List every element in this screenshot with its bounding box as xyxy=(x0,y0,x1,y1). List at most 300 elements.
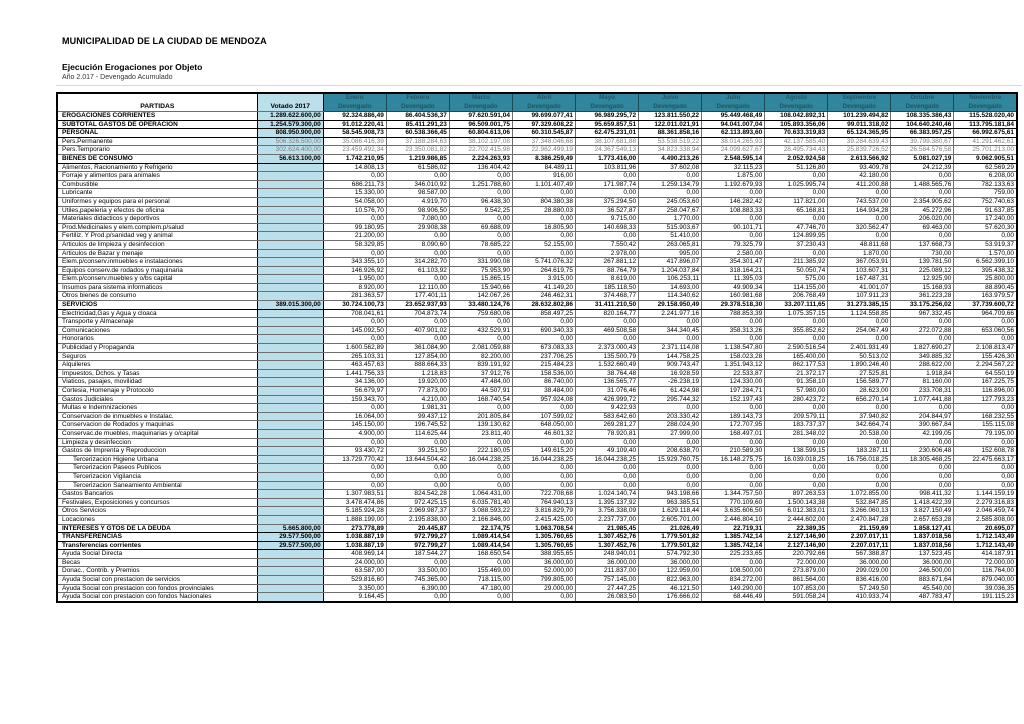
value-cell: 532.847,85 xyxy=(828,498,891,507)
value-cell: 267.881,12 xyxy=(576,258,639,267)
value-cell: 2.046.459,74 xyxy=(954,507,1017,516)
value-cell: 708.041,61 xyxy=(323,309,386,318)
value-cell: 0,00 xyxy=(449,472,512,481)
value-cell: 1.259.134,79 xyxy=(639,180,702,189)
value-cell: 1.024.140,74 xyxy=(576,490,639,499)
row-label: Comunicaciones xyxy=(57,326,257,335)
value-cell: 648.050,00 xyxy=(512,421,575,430)
value-cell: 81.160,00 xyxy=(891,378,954,387)
value-cell: 168.232,55 xyxy=(954,412,1017,421)
value-cell: 375.294,50 xyxy=(576,197,639,206)
value-cell: 48.811,68 xyxy=(828,240,891,249)
value-cell: 86.740,00 xyxy=(512,378,575,387)
value-cell: 0,00 xyxy=(386,172,449,181)
report-subtitle: Año 2.017 - Devengado Acumulado xyxy=(62,74,173,81)
row-label: Tercerizacion Paseos Publicos xyxy=(57,464,257,473)
value-cell: 15.865,15 xyxy=(449,275,512,284)
value-cell: 0,00 xyxy=(702,438,765,447)
row-label: Honorarios xyxy=(57,335,257,344)
value-cell: 0,00 xyxy=(512,593,575,602)
table-row xyxy=(57,154,1017,163)
value-cell: 63.587,00 xyxy=(323,567,386,576)
row-label: PERSONAL xyxy=(57,129,257,138)
votado-cell xyxy=(257,447,323,456)
value-cell: 36.000,00 xyxy=(828,558,891,567)
row-label: Conservac.de muebles, maquinarias y o/capital xyxy=(57,429,257,438)
value-cell: 8.920,00 xyxy=(323,283,386,292)
votado-cell xyxy=(257,498,323,507)
value-cell: 2.978,00 xyxy=(576,249,639,258)
value-cell: 342.664,74 xyxy=(828,421,891,430)
value-cell: 9.542,25 xyxy=(449,206,512,215)
column-header-month: Octubre Devengado xyxy=(891,93,954,112)
value-cell: 88.890,45 xyxy=(954,283,1017,292)
value-cell: 99.437,12 xyxy=(386,412,449,421)
votado-cell xyxy=(257,421,323,430)
value-cell: 1.837.018,56 xyxy=(891,533,954,542)
row-label: Utiles,papeleria y efectos de oficina xyxy=(57,206,257,215)
value-cell: 0,00 xyxy=(765,464,828,473)
row-label: BIENES DE CONSUMO xyxy=(57,154,257,163)
value-cell: 1.344.757,50 xyxy=(702,490,765,499)
value-cell: 972.799,27 xyxy=(386,533,449,542)
value-cell: 388.955,65 xyxy=(512,550,575,559)
value-cell: 0,00 xyxy=(386,558,449,567)
value-cell: 61.103,92 xyxy=(386,266,449,275)
table-row xyxy=(57,576,1017,585)
value-cell: 1.890.246,40 xyxy=(828,361,891,370)
votado-cell xyxy=(257,387,323,396)
value-cell: 187.544,27 xyxy=(386,550,449,559)
value-cell: 16.805,90 xyxy=(512,223,575,232)
value-cell: 34.136,00 xyxy=(323,378,386,387)
value-cell: 0,00 xyxy=(576,481,639,490)
row-label: SUBTOTAL GASTOS DE OPERACION xyxy=(57,120,257,129)
value-cell: 16.756.018,25 xyxy=(828,455,891,464)
value-cell: 2.207.017,11 xyxy=(828,541,891,550)
value-cell: 0,00 xyxy=(828,215,891,224)
value-cell: 39.251,50 xyxy=(386,447,449,456)
value-cell: 1.075.357,15 xyxy=(765,309,828,318)
value-cell: 0,00 xyxy=(765,189,828,198)
value-cell: 117.821,00 xyxy=(765,197,828,206)
value-cell: 37.739.600,72 xyxy=(954,301,1017,310)
value-cell: 4.490.213,26 xyxy=(639,154,702,163)
table-row xyxy=(57,404,1017,413)
table-row xyxy=(57,163,1017,172)
value-cell: 0,00 xyxy=(323,481,386,490)
value-cell: 0,00 xyxy=(891,464,954,473)
votado-cell xyxy=(257,515,323,524)
value-cell: 0,00 xyxy=(765,215,828,224)
value-cell: 37.602,08 xyxy=(639,163,702,172)
value-cell: 37.230,43 xyxy=(765,240,828,249)
value-cell: 185.118,50 xyxy=(576,283,639,292)
value-cell: 2.969.987,37 xyxy=(386,507,449,516)
value-cell: 0,00 xyxy=(386,249,449,258)
value-cell: 407.901,02 xyxy=(386,326,449,335)
value-cell: 135.500,79 xyxy=(576,352,639,361)
value-cell: 1.488.565,76 xyxy=(891,180,954,189)
votado-cell xyxy=(257,576,323,585)
table-row xyxy=(57,137,1017,146)
value-cell: 0,00 xyxy=(702,558,765,567)
organization-title: MUNICIPALIDAD DE LA CIUDAD DE MENDOZA xyxy=(62,36,267,46)
value-cell: 53.538.519,22 xyxy=(639,137,702,146)
value-cell: 183.287,11 xyxy=(828,447,891,456)
value-cell: 108.883,33 xyxy=(702,206,765,215)
value-cell: 417.896,07 xyxy=(639,258,702,267)
value-cell: 3.915,00 xyxy=(512,275,575,284)
votado-cell xyxy=(257,197,323,206)
value-cell: 432.529,91 xyxy=(449,326,512,335)
value-cell: 105.893.356,06 xyxy=(765,120,828,129)
value-cell: 165.400,00 xyxy=(765,352,828,361)
value-cell: 0,00 xyxy=(512,404,575,413)
value-cell: 820.164,77 xyxy=(576,309,639,318)
votado-cell xyxy=(257,584,323,593)
value-cell: 0,00 xyxy=(323,404,386,413)
votado-cell xyxy=(257,189,323,198)
value-cell: 2.166.846,00 xyxy=(449,515,512,524)
value-cell: 0,00 xyxy=(765,335,828,344)
value-cell: 65.168,81 xyxy=(765,206,828,215)
value-cell: 888.664,33 xyxy=(386,361,449,370)
table-row xyxy=(57,429,1017,438)
value-cell: 72.000,00 xyxy=(954,558,1017,567)
value-cell: 858.497,25 xyxy=(512,309,575,318)
value-cell: 2.279.316,83 xyxy=(954,498,1017,507)
value-cell: 28.880,03 xyxy=(512,206,575,215)
table-row xyxy=(57,120,1017,129)
value-cell: 2.127.146,90 xyxy=(765,533,828,542)
table-row xyxy=(57,206,1017,215)
value-cell: 107.911,23 xyxy=(828,292,891,301)
votado-cell: 506.326.500,00 xyxy=(257,137,323,146)
column-header-month: Septiembre Devengado xyxy=(828,93,891,112)
value-cell: 0,00 xyxy=(449,215,512,224)
value-cell: 201.805,84 xyxy=(449,412,512,421)
table-row xyxy=(57,189,1017,198)
table-row xyxy=(57,283,1017,292)
value-cell: 2.470.847,28 xyxy=(828,515,891,524)
value-cell: 0,00 xyxy=(828,335,891,344)
votado-cell xyxy=(257,172,323,181)
row-label: Articulos de Bazar y menaje xyxy=(57,249,257,258)
value-cell: 246.462,31 xyxy=(512,292,575,301)
value-cell: 0,00 xyxy=(828,481,891,490)
value-cell: 168.497,01 xyxy=(702,429,765,438)
value-cell: 114.625,44 xyxy=(386,429,449,438)
table-row xyxy=(57,412,1017,421)
value-cell: 115.528.020,40 xyxy=(954,112,1017,121)
value-cell: 57.249,50 xyxy=(828,584,891,593)
value-cell: 93.430,72 xyxy=(323,447,386,456)
value-cell: 142.067,26 xyxy=(449,292,512,301)
value-cell: 0,00 xyxy=(702,404,765,413)
value-cell: 88.764,79 xyxy=(576,266,639,275)
row-label: Forraje y alimentos para animales xyxy=(57,172,257,181)
value-cell: 90.101,71 xyxy=(702,223,765,232)
value-cell: 2.605.701,00 xyxy=(639,515,702,524)
value-cell: 0,00 xyxy=(765,172,828,181)
value-cell: 280.423,72 xyxy=(765,395,828,404)
value-cell: 75.953,90 xyxy=(449,266,512,275)
value-cell: 0,00 xyxy=(576,438,639,447)
value-cell: 0,00 xyxy=(954,438,1017,447)
value-cell: 1.251.788,60 xyxy=(449,180,512,189)
value-cell: 60.804.613,06 xyxy=(449,129,512,138)
value-cell: 0,00 xyxy=(639,404,702,413)
value-cell: 37.188.284,63 xyxy=(386,137,449,146)
row-label: INTERESES Y GTOS DE LA DEUDA xyxy=(57,524,257,533)
row-label: Materiales didacticos y deportivos xyxy=(57,215,257,224)
value-cell: 390.667,84 xyxy=(891,421,954,430)
value-cell: 97.620.591,04 xyxy=(449,112,512,121)
value-cell: 58.545.908,73 xyxy=(323,129,386,138)
value-cell: 1.888.199,00 xyxy=(323,515,386,524)
value-cell: 1.138.547,80 xyxy=(702,344,765,353)
value-cell: 1.038.887,19 xyxy=(323,541,386,550)
value-cell: 0,00 xyxy=(702,215,765,224)
value-cell: 272.072,88 xyxy=(891,326,954,335)
value-cell: 0,00 xyxy=(891,404,954,413)
value-cell: 0,00 xyxy=(449,172,512,181)
value-cell: 210.589,30 xyxy=(702,447,765,456)
value-cell: 804.380,38 xyxy=(512,197,575,206)
table-row xyxy=(57,464,1017,473)
row-label: Cortesia, Homenaje y Protocolo xyxy=(57,387,257,396)
value-cell: 146.926,92 xyxy=(323,266,386,275)
value-cell: 0,00 xyxy=(639,189,702,198)
table-row xyxy=(57,129,1017,138)
column-header-votado: Votado 2017 xyxy=(257,93,323,112)
value-cell: 45.540,00 xyxy=(891,584,954,593)
value-cell: 0,00 xyxy=(828,404,891,413)
value-cell: 96.509.001,75 xyxy=(449,120,512,129)
value-cell: 0,00 xyxy=(323,464,386,473)
votado-cell xyxy=(257,455,323,464)
votado-cell xyxy=(257,404,323,413)
row-label: Impuestos, Dchos. y Tasas xyxy=(57,369,257,378)
value-cell: 799.805,00 xyxy=(512,576,575,585)
row-label: Fertiliz. Y Prod.p/sanidad veg y animal xyxy=(57,232,257,241)
value-cell: 149.615,20 xyxy=(512,447,575,456)
value-cell: 171.987,74 xyxy=(576,180,639,189)
table-row xyxy=(57,249,1017,258)
value-cell: 0,00 xyxy=(449,404,512,413)
value-cell: 0,00 xyxy=(576,172,639,181)
value-cell: 759,00 xyxy=(954,189,1017,198)
value-cell: 1.307.983,51 xyxy=(323,490,386,499)
value-cell: 41.291.462,61 xyxy=(954,137,1017,146)
value-cell: 3.635.606,50 xyxy=(702,507,765,516)
value-cell: 0,00 xyxy=(323,438,386,447)
value-cell: 47.484,00 xyxy=(449,378,512,387)
value-cell: 2.224.263,93 xyxy=(449,154,512,163)
value-cell: 50.050,74 xyxy=(765,266,828,275)
value-cell: 1.875,00 xyxy=(702,172,765,181)
row-label: Prod.Medicinales y elem.complem.p/salud xyxy=(57,223,257,232)
value-cell: 155.115,08 xyxy=(954,421,1017,430)
value-cell: 122.011.021,91 xyxy=(639,120,702,129)
value-cell: 0,00 xyxy=(576,335,639,344)
value-cell: 222.180,05 xyxy=(449,447,512,456)
value-cell: 1.395.137,92 xyxy=(576,498,639,507)
value-cell: 0,00 xyxy=(512,438,575,447)
table-row xyxy=(57,180,1017,189)
value-cell: 18.305.468,25 xyxy=(891,455,954,464)
value-cell: 172.707,95 xyxy=(702,421,765,430)
value-cell: 145.092,50 xyxy=(323,326,386,335)
value-cell: 0,00 xyxy=(449,481,512,490)
value-cell: 79.195,00 xyxy=(954,429,1017,438)
value-cell: 29.378.518,30 xyxy=(702,301,765,310)
value-cell: 1.441.756,33 xyxy=(323,369,386,378)
value-cell: 0,00 xyxy=(639,481,702,490)
value-cell: 85.411.291,23 xyxy=(386,120,449,129)
value-cell: 22.389,35 xyxy=(765,524,828,533)
table-row xyxy=(57,395,1017,404)
value-cell: 1.779.501,82 xyxy=(639,533,702,542)
value-cell: 0,00 xyxy=(386,464,449,473)
value-cell: 0,00 xyxy=(954,472,1017,481)
value-cell: 1.307.452,76 xyxy=(576,541,639,550)
value-cell: 49.909,34 xyxy=(702,283,765,292)
value-cell: 209.579,11 xyxy=(765,412,828,421)
value-cell: 0,00 xyxy=(702,232,765,241)
value-cell: 0,00 xyxy=(954,318,1017,327)
value-cell: 909.743,47 xyxy=(639,361,702,370)
value-cell: 51.126,80 xyxy=(765,163,828,172)
votado-cell xyxy=(257,249,323,258)
value-cell: 69.463,00 xyxy=(891,223,954,232)
value-cell: 1.072.855,00 xyxy=(828,490,891,499)
value-cell: 0,00 xyxy=(323,215,386,224)
table-row xyxy=(57,447,1017,456)
value-cell: 57.620,30 xyxy=(954,223,1017,232)
value-cell: 4.919,70 xyxy=(386,197,449,206)
value-cell: 0,00 xyxy=(639,438,702,447)
value-cell: 62.113.893,60 xyxy=(702,129,765,138)
value-cell: 16.044.238,25 xyxy=(449,455,512,464)
row-label: Uniformes y equipos para el personal xyxy=(57,197,257,206)
table-row xyxy=(57,275,1017,284)
value-cell: 0,00 xyxy=(828,189,891,198)
column-header-month: Mayo Devengado xyxy=(576,93,639,112)
votado-cell xyxy=(257,490,323,499)
value-cell: 408.969,14 xyxy=(323,550,386,559)
row-label: EROGACIONES CORRIENTES xyxy=(57,112,257,121)
value-cell: 36.000,00 xyxy=(639,558,702,567)
value-cell: 264.619,75 xyxy=(512,266,575,275)
value-cell: 104.640.240,46 xyxy=(891,120,954,129)
value-cell: 177.401,11 xyxy=(386,292,449,301)
value-cell: 1.351.943,12 xyxy=(702,361,765,370)
row-label: Ayuda Social Directa xyxy=(57,550,257,559)
value-cell: 344.340,45 xyxy=(639,326,702,335)
votado-cell xyxy=(257,275,323,284)
value-cell: 0,00 xyxy=(512,481,575,490)
value-cell: 414.187,91 xyxy=(954,550,1017,559)
value-cell: 0,00 xyxy=(954,464,1017,473)
value-cell: 22.174,75 xyxy=(449,524,512,533)
row-label: Locaciones xyxy=(57,515,257,524)
value-cell: 36.000,00 xyxy=(891,558,954,567)
value-cell: 206.020,00 xyxy=(891,215,954,224)
value-cell: 2.580,00 xyxy=(702,249,765,258)
value-cell: 101.239.494,82 xyxy=(828,112,891,121)
value-cell: 86.404.536,37 xyxy=(386,112,449,121)
row-label: Multas e Indemnizaciones xyxy=(57,404,257,413)
value-cell: 183.737,37 xyxy=(765,421,828,430)
value-cell: 0,00 xyxy=(449,593,512,602)
value-cell: 31.076,46 xyxy=(576,387,639,396)
value-cell: 1.204.037,84 xyxy=(639,266,702,275)
value-cell: 122.959,00 xyxy=(639,567,702,576)
value-cell: 39.799.380,67 xyxy=(891,137,954,146)
budget-execution-table xyxy=(56,92,1018,603)
value-cell: 529.816,60 xyxy=(323,576,386,585)
value-cell: 374.468,77 xyxy=(576,292,639,301)
value-cell: 0,00 xyxy=(702,335,765,344)
value-cell: 152.608,78 xyxy=(954,447,1017,456)
value-cell: 2.590.516,54 xyxy=(765,344,828,353)
value-cell: 159.343,70 xyxy=(323,395,386,404)
row-label: Gastos Bancarios xyxy=(57,490,257,499)
value-cell: 32.115,23 xyxy=(702,163,765,172)
value-cell: 0,00 xyxy=(765,438,828,447)
value-cell: 2.373.000,43 xyxy=(576,344,639,353)
value-cell: 88.361.858,16 xyxy=(639,129,702,138)
value-cell: 2.401.931,49 xyxy=(828,344,891,353)
value-cell: 27.999,00 xyxy=(639,429,702,438)
value-cell: 31.273.385,15 xyxy=(828,301,891,310)
value-cell: 1.827.690,27 xyxy=(891,344,954,353)
votado-cell xyxy=(257,326,323,335)
votado-cell xyxy=(257,266,323,275)
value-cell: 1.779.501,82 xyxy=(639,541,702,550)
table-row xyxy=(57,301,1017,310)
value-cell: 0,00 xyxy=(828,472,891,481)
value-cell: 1.918,84 xyxy=(891,369,954,378)
value-cell: 108.500,00 xyxy=(702,567,765,576)
row-label: Gastos de Imprenta y Reproduccion xyxy=(57,447,257,456)
value-cell: 972.425,15 xyxy=(386,498,449,507)
value-cell: 6.012.383,01 xyxy=(765,507,828,516)
value-cell: 1.038.887,19 xyxy=(323,533,386,542)
value-cell: 349.885,32 xyxy=(891,352,954,361)
row-label: Ayuda Social con prestacion con fondos provinciales xyxy=(57,584,257,593)
votado-cell xyxy=(257,412,323,421)
value-cell: 9.062.905,51 xyxy=(954,154,1017,163)
value-cell: 10.576,70 xyxy=(323,206,386,215)
value-cell: 0,00 xyxy=(765,318,828,327)
value-cell: 26.584.576,58 xyxy=(891,146,954,155)
value-cell: 96.989.295,72 xyxy=(576,112,639,121)
value-cell: 51.410,00 xyxy=(639,232,702,241)
table-row xyxy=(57,369,1017,378)
value-cell: 94.041.007,04 xyxy=(702,120,765,129)
value-cell: 98.906,50 xyxy=(386,206,449,215)
value-cell: 0,00 xyxy=(449,232,512,241)
value-cell: 78.685,22 xyxy=(449,240,512,249)
value-cell: 0,00 xyxy=(512,472,575,481)
value-cell: 62.569,29 xyxy=(954,163,1017,172)
value-cell: 1.063.708,54 xyxy=(512,524,575,533)
value-cell: 1.307.452,76 xyxy=(576,533,639,542)
value-cell: 1.712.143,49 xyxy=(954,533,1017,542)
